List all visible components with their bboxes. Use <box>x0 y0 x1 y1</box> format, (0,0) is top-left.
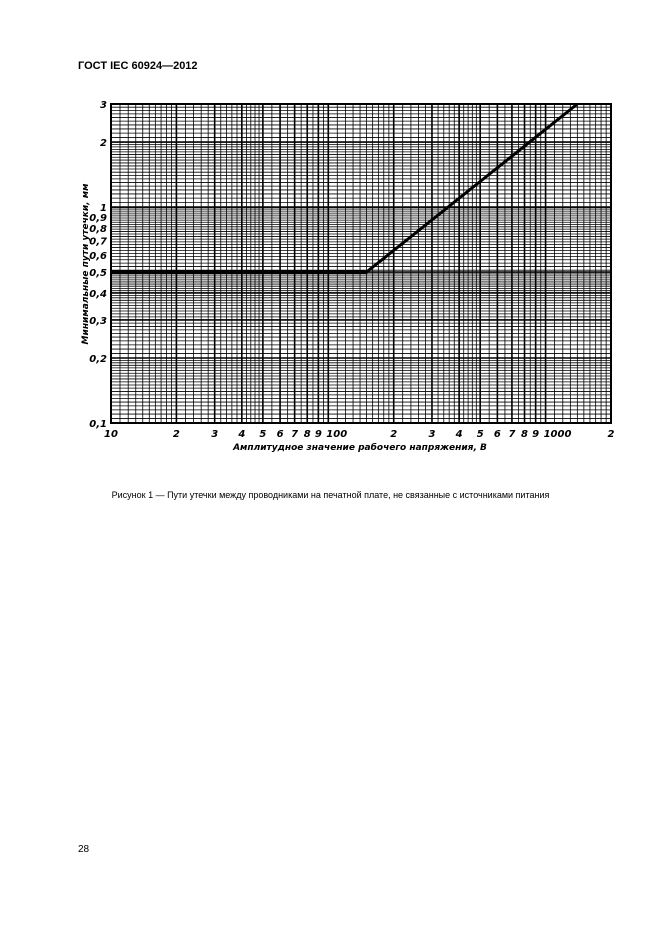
x-tick-label: 6 <box>493 429 501 440</box>
x-tick-label: 9 <box>314 429 322 440</box>
x-tick-label: 6 <box>276 429 284 440</box>
y-tick-label: 2 <box>100 138 107 150</box>
y-tick-label: 0,6 <box>89 250 107 262</box>
y-tick-label: 0,4 <box>89 288 107 300</box>
x-tick-label: 10 <box>104 429 118 440</box>
y-tick-label: 0,3 <box>89 315 107 327</box>
y-tick-label: 0,1 <box>89 419 107 430</box>
y-tick-label: 0,9 <box>89 212 107 224</box>
x-tick-label: 3 <box>428 429 436 440</box>
y-tick-label: 0,7 <box>89 236 107 248</box>
x-tick-label: 7 <box>508 429 516 440</box>
x-tick-label: 5 <box>259 429 267 440</box>
y-tick-label: 1 <box>100 203 107 215</box>
x-tick-label: 7 <box>291 429 299 440</box>
x-tick-label: 8 <box>521 429 529 440</box>
y-axis-label: Минимальные пути утечки, мм <box>81 183 91 345</box>
x-tick-label: 8 <box>303 429 311 440</box>
figure-caption: Рисунок 1 — Пути утечки между проводниками на печатной плате, не связанные с источниками питания <box>111 490 550 500</box>
x-tick-label: 3 <box>211 429 219 440</box>
y-tick-label: 0,2 <box>89 353 107 365</box>
x-tick-label: 9 <box>532 429 540 440</box>
x-tick-label: 5 <box>476 429 484 440</box>
y-tick-label: 0,5 <box>89 268 107 280</box>
document-header: ГОСТ IEC 60924—2012 <box>78 60 198 72</box>
x-tick-label: 2 <box>607 429 615 440</box>
y-tick-label: 0,8 <box>89 223 107 235</box>
x-axis-label: Амплитудное значение рабочего напряжения, В <box>233 443 487 453</box>
x-tick-label: 2 <box>172 429 180 440</box>
x-tick-label: 1000 <box>543 429 572 440</box>
grid <box>111 104 611 423</box>
x-tick-label: 4 <box>455 429 463 440</box>
x-tick-label: 4 <box>238 429 246 440</box>
x-tick-label: 100 <box>326 429 348 440</box>
page-number: 28 <box>78 844 90 855</box>
x-tick-label: 2 <box>390 429 398 440</box>
y-tick-label: 3 <box>100 100 107 111</box>
